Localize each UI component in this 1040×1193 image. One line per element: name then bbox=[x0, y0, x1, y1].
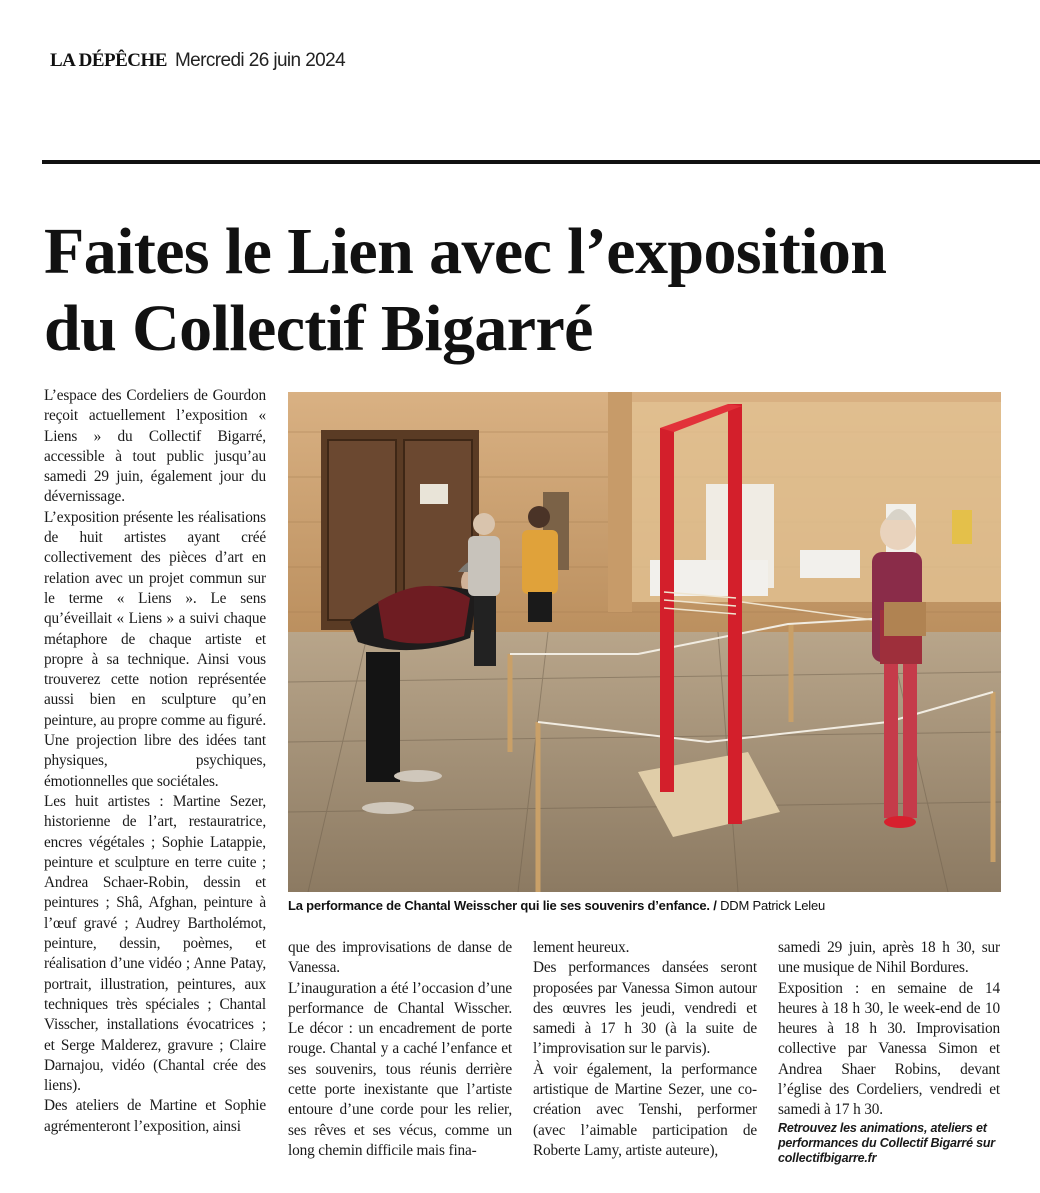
photo-credit: DDM Patrick Leleu bbox=[720, 898, 826, 913]
article-paragraph: Des ateliers de Martine et Sophie agrémenteront l’exposition, ainsi bbox=[44, 1097, 266, 1135]
article-paragraph: Les huit artistes : Martine Sezer, historienne de l’art, restauratrice, encres végétales ; Sophie Latappie, peinture et sculpture en terre cuite ; Andrea Schaer-Robin, dessin et peintures ; Shâ, Afghan, peinture à l’œuf gravé ; Audrey Bartholémot, peinture, dessin, poèmes, et réalisation d’une vidéo ; Anne Patay, portrait, illustration, peintures, aux techniques très spéciales ; Chantal Visscher, installations évocatrices ; et Serge Malderez, gravure ; Claire Darnajou, vidéo (Chantal crée des liens). bbox=[44, 792, 266, 1095]
headline-line-2: du Collectif Bigarré bbox=[44, 292, 593, 365]
article-paragraph: lement heureux. bbox=[533, 939, 630, 956]
caption-separator: / bbox=[713, 898, 717, 913]
article-paragraph: samedi 29 juin, après 18 h 30, sur une musique de Nihil Bordures. bbox=[778, 939, 1000, 977]
issue-date: Mercredi 26 juin 2024 bbox=[174, 50, 346, 71]
photo-caption bbox=[288, 898, 1000, 913]
caption-text: La performance de Chantal Weisscher qui lie ses souvenirs d’enfance. bbox=[288, 898, 710, 913]
article-paragraph: L’exposition présente les réalisations de huit artistes ayant créé collectivement des pièces d’art en relation avec un projet commun sur le terme « Liens ». Le sens qu’éveillait « Liens » a suivi chaque métaphore de chaque artiste et propre à sa technique. Ainsi vous trouverez cette notion représentée aussi bien en sculpture qu’en peinture, au propre comme au figuré. Une projection libre des idées tant physiques, psychiques, émotionnelles que sociétales. bbox=[44, 508, 266, 790]
header-rule bbox=[42, 160, 1040, 164]
article-column-3 bbox=[533, 938, 757, 1161]
article-photo bbox=[288, 392, 1001, 892]
article-paragraph: Des performances dansées seront proposées par Vanessa Simon autour des œuvres les jeudi, vendredi et samedi à 17 h 30 (à la suite de l’improvisation sur le parvis). bbox=[533, 959, 757, 1058]
article-paragraph: L’inauguration a été l’occasion d’une performance de Chantal Wisscher. Le décor : un encadrement de porte rouge. Chantal y a caché l’enfance et ses souvenirs, tous réunis derrière cette porte inexistante que l’artiste entoure d’une corde pour les relier, ses rêves et ses vécus, comme un long chemin difficile mais fina- bbox=[288, 979, 512, 1159]
headline-line-1: Faites le Lien avec l’exposition bbox=[44, 215, 887, 288]
newspaper-logo: LA DÉPÊCHE bbox=[50, 50, 167, 71]
article-paragraph: que des improvisations de danse de Vanessa. bbox=[288, 939, 512, 977]
article-column-1 bbox=[44, 386, 266, 1137]
article-paragraph: L’espace des Cordeliers de Gourdon reçoit actuellement l’exposition « Liens » du Collectif Bigarré, accessible à tout public jusqu’au samedi 29 juin, également jour du dévernissage. bbox=[44, 387, 266, 506]
masthead bbox=[50, 50, 345, 76]
promo-note: Retrouvez les animations, ateliers et performances du Collectif Bigarré sur collectifbigarre.fr bbox=[778, 1120, 995, 1165]
headline bbox=[44, 213, 1034, 367]
article-column-2 bbox=[288, 938, 512, 1161]
article-paragraph: Exposition : en semaine de 14 heures à 18 h 30, le week-end de 10 heures à 18 h 30. Improvisation collective par Vanessa Simon et Andrea Shaer Robins, devant l’église des Cordeliers, vendredi et samedi à 17 h 30. bbox=[778, 979, 1000, 1119]
article-column-4 bbox=[778, 938, 1000, 1166]
article-paragraph: À voir également, la performance artistique de Martine Sezer, une co-création avec Tenshi, performer (avec l’aimable participation de Roberte Lamy, artiste auteure), bbox=[533, 1060, 757, 1159]
